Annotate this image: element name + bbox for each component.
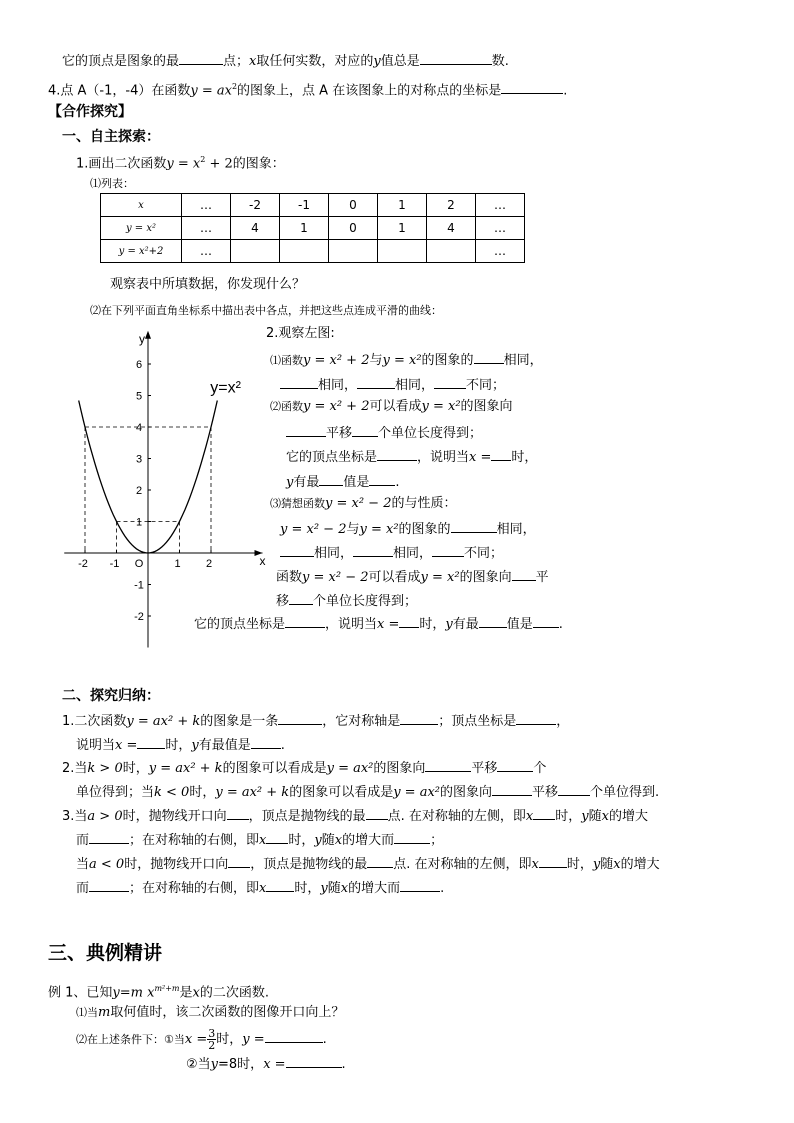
obs-3-line-d: 函数y = x² − 2可以看成y = x²的图象向 平	[276, 567, 549, 587]
y-axis-arrow	[145, 331, 151, 339]
induct-3-a: 3.当a > 0时，抛物线开口向 ，顶点是抛物线的最 点. 在对称轴的左侧，即x 时，y随x的增大	[62, 806, 648, 826]
observe-question: 观察表中所填数据，你发现什么？	[110, 277, 306, 292]
y-tick-label: 5	[135, 390, 143, 403]
obs-1-line-a: ⑴函数y = x² + 2与y = x²的图象的 相同，	[270, 350, 543, 370]
induct-2-a: 2.当k > 0时，y = ax² + k的图象可以看成是y = ax²的图象向 平移 个	[62, 758, 546, 778]
x-tick-label: 2	[205, 558, 213, 570]
table-cell: 4	[427, 217, 476, 240]
section-induction: 二、探究归纳：	[62, 688, 160, 704]
table-cell: -1	[280, 194, 329, 217]
example-1-q2: ⑵在上述条件下：①当x = $\frac{3}{2}$ 时，y = .	[76, 1027, 327, 1052]
step-2-label: ⑵在下列平面直角坐标系中描出表中各点，并把这些点连成平滑的曲线：	[90, 304, 442, 317]
parabola-graph	[45, 318, 266, 653]
step-1-label: ⑴列表：	[90, 177, 134, 190]
task-1: 1.画出二次函数$y = x^2 + 2$的图象：	[76, 155, 285, 172]
y-tick-label: -2	[134, 611, 144, 623]
x-tick-label: -1	[109, 558, 120, 570]
y-tick-label: 1	[135, 516, 143, 529]
table-cell[interactable]	[329, 240, 378, 263]
x-tick-label: 1	[174, 558, 181, 570]
obs-3-line-b: y = x² − 2与y = x²的图象的 相同，	[280, 519, 536, 539]
table-cell: 4	[231, 217, 280, 240]
x-tick-label: -2	[78, 558, 88, 570]
table-cell: …	[476, 194, 525, 217]
y-tick-label: 6	[135, 359, 143, 371]
obs-3-line-e: 移 个单位长度得到；	[276, 591, 417, 611]
table-cell[interactable]	[378, 240, 427, 263]
top-line-4: 4.点 A（-1，-4）在函数$y = ax^2$的图象上，点 A 在该图象上的对称点的坐标是 .	[48, 82, 568, 99]
y-tick-label: 2	[135, 485, 143, 497]
table-cell: x	[101, 194, 182, 217]
induct-3-b: 而 ；在对称轴的右侧，即x 时，y随x的增大而 ；	[76, 830, 443, 850]
table-row	[101, 194, 525, 217]
obs-2-line-c: 它的顶点坐标是 ，说明当x = 时，	[286, 447, 537, 467]
table-cell: -2	[231, 194, 280, 217]
induct-3-d: 而 ；在对称轴的右侧，即x 时，y随x的增大而 .	[76, 878, 444, 898]
obs-title: 2.观察左图:	[266, 326, 335, 341]
example-1-q1: ⑴当m取何值时，该二次函数的图像开口向上？	[76, 1005, 345, 1020]
table-cell: …	[182, 240, 231, 263]
y-tick-label: -1	[134, 579, 144, 592]
table-cell[interactable]	[427, 240, 476, 263]
table-cell: …	[182, 217, 231, 240]
table-row	[101, 217, 525, 240]
obs-1-line-b: 相同， 相同， 不同；	[280, 375, 505, 395]
value-table	[100, 193, 525, 263]
obs-2-line-b: 平移 个单位长度得到；	[286, 423, 482, 443]
induct-3-c: 当a < 0时，抛物线开口向 ，顶点是抛物线的最 点. 在对称轴的左侧，即x 时，y随x的增大	[76, 854, 660, 874]
table-cell[interactable]	[280, 240, 329, 263]
y-axis-label: y	[139, 331, 145, 346]
table-cell: y = x²+2	[101, 240, 182, 263]
obs-3-line-c: 相同， 相同， 不同；	[280, 543, 503, 563]
table-cell: 0	[329, 194, 378, 217]
section-examples: 三、典例精讲	[48, 942, 163, 964]
table-cell: 1	[280, 217, 329, 240]
obs-2-line-a: ⑵函数y = x² + 2可以看成y = x²的图象向	[270, 399, 513, 414]
table-cell: 1	[378, 217, 427, 240]
obs-2-line-d: y有最 值是 .	[286, 472, 400, 492]
example-1-q2b: ②当y=8时，x = .	[186, 1054, 346, 1074]
x-axis-label: x	[259, 554, 266, 568]
induct-2-b: 单位得到；当k < 0时，y = ax² + k的图象可以看成是y = ax²的图象向 平移 个单位得到.	[76, 782, 659, 802]
y-tick-label: 4	[135, 422, 143, 434]
table-cell: …	[182, 194, 231, 217]
obs-3-line-f: 它的顶点坐标是 ，说明当x = 时，y有最 值是 .	[194, 614, 563, 634]
table-cell: …	[476, 240, 525, 263]
obs-3-line-a: ⑶猜想函数y = x² − 2的与性质：	[270, 496, 457, 511]
table-cell: 1	[378, 194, 427, 217]
y-tick-label: 3	[135, 453, 143, 466]
table-row	[101, 240, 525, 263]
induct-1-b: 说明当x = 时，y有最值是 .	[76, 735, 285, 755]
table-cell: …	[476, 217, 525, 240]
section-cooperative: 【合作探究】	[48, 104, 132, 120]
top-line-1: 它的顶点是图象的最 点；x取任何实数，对应的y值总是 数.	[62, 51, 509, 71]
origin-label: O	[134, 558, 144, 570]
fraction: $\frac{3}{2}$	[208, 1027, 216, 1052]
table-cell: 0	[329, 217, 378, 240]
table-cell: y = x²	[101, 217, 182, 240]
curve-label: y=x²	[210, 379, 241, 397]
table-cell: 2	[427, 194, 476, 217]
example-1: 例 1、已知y=m $x^{m^2+m}$是x的二次函数.	[48, 984, 270, 1001]
table-cell[interactable]	[231, 240, 280, 263]
section-self-explore: 一、自主探索：	[62, 129, 160, 145]
induct-1-a: 1.二次函数y = ax² + k的图象是一条 ，它对称轴是 ；顶点坐标是 ，	[62, 711, 569, 731]
